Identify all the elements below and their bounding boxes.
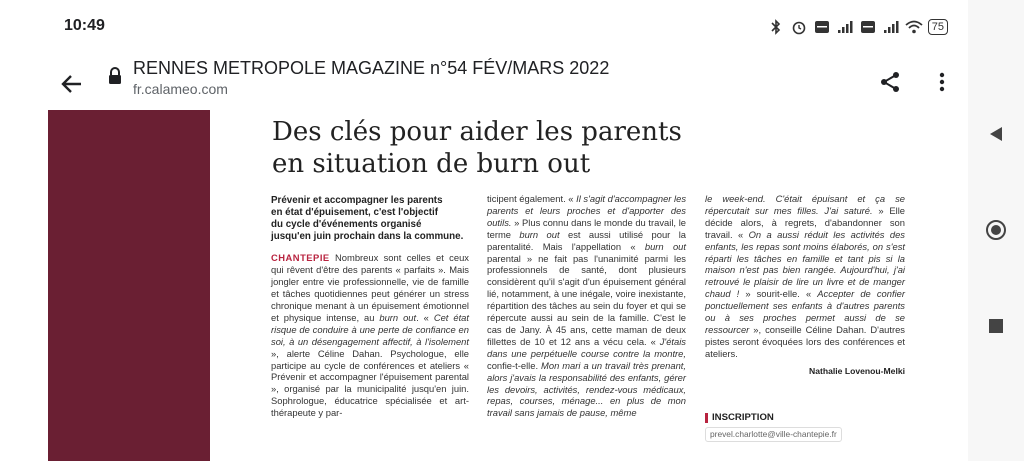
triangle-back-icon (988, 126, 1004, 142)
status-bar (0, 0, 968, 54)
battery-level: 75 (931, 21, 944, 33)
lede-line: en état d'épuisement, c'est l'objectif (271, 207, 439, 219)
lock-icon (107, 67, 123, 85)
paragraph: ticipent également. « Il s'agit d'accompagner les parents et leurs proches et d'apporter des outils. » Plus connu dans le monde du travail, le terme burn out est aussi utilisé pour la parentalité. Mais l'appellation « burn out parental » ne fait pas l'unanimité parmi les professionnels de santé, dont plusieurs considèrent qu'il s'agit d'un épuisement général lié, notamment, à une inégale, voire inexistante, répartition des tâches au sein du foyer et qui se répercute aussi au sein de la famille. C'est le cas de Jany. À 45 ans, cette maman de deux fillettes de 10 et 12 ans a vécu cela. « J'étais dans une perpétuelle course contre la montre, confie-t-elle. Mon mari a un travail très prenant, alors j'avais la responsabilité des enfants, gérer les devoirs, activités, rendez-vous médicaux, repas, courses, ménage... en plus de mon travail sans jamais de pause, même (487, 193, 687, 419)
quote: Accepter de confier ponctuellement ses enfants à d'autres parents ou à ses proches permet aussi de se ressourcer (705, 288, 905, 335)
headline-line-2: en situation de burn out (272, 149, 591, 179)
nav-back-button[interactable] (984, 122, 1008, 146)
back-button[interactable] (52, 64, 92, 104)
document-viewer[interactable] (0, 110, 968, 461)
accent-bar (705, 413, 708, 423)
article-headline (272, 116, 732, 180)
signal-icon (836, 18, 854, 36)
author-signature: Nathalie Lovenou-Melki (809, 365, 905, 376)
lede-line: jusqu'en juin prochain dans la commune. (271, 231, 464, 243)
paragraph: le week-end. C'était épuisant et ça se répercutait sur mes filles. J'ai saturé. » Elle décide alors, à regrets, d'abandonner son travail. « On a aussi réduit les activités des enfants, les repas sont moins élaborés, on s'est réparti les tâches en famille et tant pis si la maison n'est pas bien rangée. Aujourd'hui, j'ai retrouvé le plaisir de lire un livre et de manger chaud ! » sourit-elle. « Accepter de confier ponctuellement ses enfants à d'autres parents ou à ses proches permet aussi de se ressourcer », conseille Céline Dahan. D'autres pistes seront évoquées lors des conférences et ateliers. (705, 193, 905, 359)
alarm-icon (790, 18, 808, 36)
square-recents-icon (989, 319, 1003, 333)
article-lede (271, 195, 469, 243)
share-button[interactable] (872, 64, 908, 100)
inscription-email-link[interactable]: prevel.charlotte@ville-chantepie.fr (705, 427, 842, 443)
paragraph: CHANTEPIE Nombreux sont celles et ceux qui rêvent d'être des parents « parfaits ». Mais jongler entre vie professionnelle, vie de famille et tâches quotidiennes peut générer un stress chronique menant à un épuisement émotionnel et physique intense, au burn out. « Cet état risque de conduire à une perte de confiance en soi, à un désengagement affectif, à l'isolement », alerte Céline Dahan. Psychologue, elle participe au cycle de conférences et ateliers « Prévenir et accompagner l'épuisement parental », organisé par la municipalité jusqu'en juin. Sophrologue, éducatrice spécialisée et art-thérapeute y par- (271, 252, 469, 419)
page-url[interactable]: fr.calameo.com (133, 81, 228, 97)
circle-home-icon (985, 219, 1007, 241)
page-title: RENNES METROPOLE MAGAZINE n°54 FÉV/MARS 2022 (133, 58, 610, 78)
location-tag: CHANTEPIE (271, 252, 330, 264)
browser-toolbar (0, 54, 968, 110)
nav-home-button[interactable] (984, 218, 1008, 242)
bluetooth-icon (767, 18, 785, 36)
system-navigation-bar (968, 0, 1024, 461)
article-column-2 (487, 193, 686, 419)
headline-line-1: Des clés pour aider les parents (272, 117, 682, 147)
lede-line: Prévenir et accompagner les parents (271, 195, 443, 206)
wifi-icon (905, 18, 923, 36)
more-vertical-icon (939, 72, 945, 92)
volte-icon (813, 18, 831, 36)
magazine-side-panel (48, 110, 210, 461)
article-column-1 (271, 195, 469, 419)
quote: le week-end. C'était épuisant et ça se répercutait sur mes filles. J'ai saturé. (705, 193, 905, 216)
article-column-3 (705, 193, 905, 442)
quote: Cet état risque de conduire à une perte de confiance en soi, à un désengagement affectif, à l'isolement (271, 311, 469, 347)
volte-icon (859, 18, 877, 36)
lede-line: du cycle d'événements organisé (271, 219, 422, 231)
inscription-heading: INSCRIPTION (705, 412, 905, 424)
quote: On a aussi réduit les activités des enfants, les repas sont moins élaborés, on s'est réparti les tâches en famille et tant pis si la maison n'est pas bien rangée. Aujourd'hui, j'ai retrouvé le plaisir de lire un livre et de manger chaud ! (705, 228, 905, 300)
quote: Il s'agit d'accompagner les parents et leurs proches et d'apporter des outils. (487, 193, 687, 228)
status-time: 10:49 (64, 17, 105, 34)
signal-icon (882, 18, 900, 36)
battery-icon (928, 19, 948, 35)
share-icon (879, 71, 901, 93)
arrow-left-icon (61, 73, 83, 95)
nav-recents-button[interactable] (984, 314, 1008, 338)
quote: J'étais dans une perpétuelle course contre la montre, (487, 335, 686, 359)
status-icons (767, 17, 948, 37)
quote: Mon mari a un travail très prenant, alors j'avais la responsabilité des enfants, gérer les devoirs, activités, rendez-vous médicaux, repas, courses, ménage... en plus de mon travail sans jamais de pause, même (487, 359, 687, 419)
overflow-menu-button[interactable] (926, 64, 958, 100)
